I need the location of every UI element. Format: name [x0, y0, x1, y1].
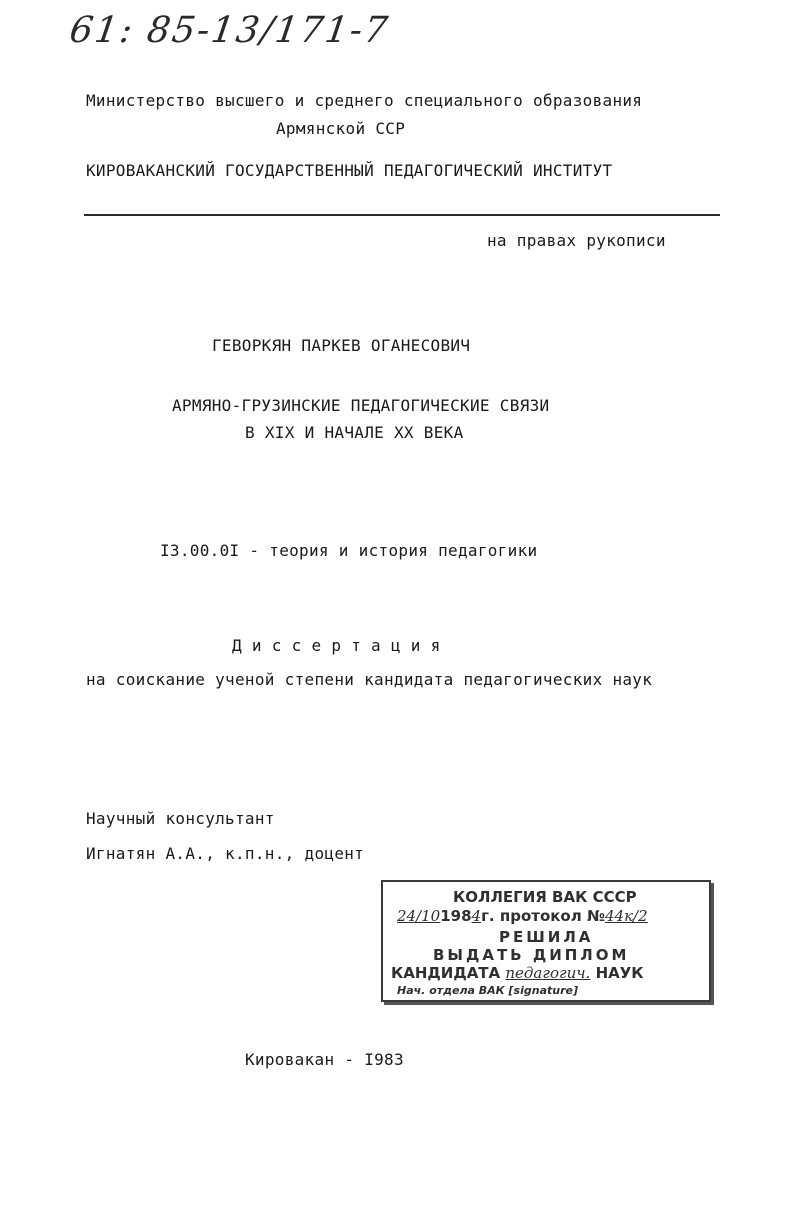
author-name: ГЕВОРКЯН ПАРКЕВ ОГАНЕСОВИЧ: [212, 336, 471, 355]
manuscript-note: на правах рукописи: [487, 231, 666, 250]
stamp-line-5: [391, 964, 644, 982]
document-type: Д и с с е р т а ц и я: [232, 636, 441, 655]
stamp-line-2: [397, 907, 648, 925]
stamp-line-6: [397, 982, 578, 1000]
stamp-protocol: г. протокол №: [481, 907, 605, 925]
stamp-protocol-number-handwritten: 44к/2: [605, 907, 648, 925]
stamp-candidate-label: КАНДИДАТА: [391, 964, 501, 982]
stamp-signature: [signature]: [508, 984, 578, 997]
degree-line: на соискание ученой степени кандидата педагогических наук: [86, 670, 653, 689]
ministry-line-1: Министерство высшего и среднего специального образования: [86, 91, 643, 110]
advisor-name: Игнатян А.А., к.п.н., доцент: [86, 844, 365, 863]
stamp-date-handwritten: 24/10: [397, 907, 441, 925]
dissertation-title-line-1: АРМЯНО-ГРУЗИНСКИЕ ПЕДАГОГИЧЕСКИЕ СВЯЗИ: [172, 396, 550, 415]
stamp-line-1: КОЛЛЕГИЯ ВАК СССР: [453, 888, 637, 906]
vak-approval-stamp: [381, 880, 711, 1002]
stamp-field-handwritten: педагогич.: [505, 964, 591, 982]
header-divider: [84, 214, 720, 216]
institute-name: КИРОВАКАНСКИЙ ГОСУДАРСТВЕННЫЙ ПЕДАГОГИЧЕСКИЙ ИНСТИТУТ: [86, 161, 613, 180]
footer-city-year: Кировакан - I983: [245, 1050, 404, 1069]
archive-number-handwritten: 61: 85-13/171-7: [67, 10, 392, 51]
advisor-label: Научный консультант: [86, 809, 275, 828]
stamp-line-3: РЕШИЛА: [499, 928, 594, 946]
stamp-line-4: ВЫДАТЬ ДИПЛОМ: [433, 946, 630, 964]
stamp-year-handwritten: 4: [471, 907, 482, 925]
stamp-science-label: НАУК: [595, 964, 644, 982]
specialty-code: I3.00.0I - теория и история педагогики: [160, 541, 538, 560]
dissertation-title-line-2: В XIX И НАЧАЛЕ XX ВЕКА: [245, 423, 464, 442]
stamp-head-label: Нач. отдела ВАК: [397, 984, 505, 997]
stamp-year-prefix: 198: [440, 907, 472, 925]
ministry-line-2: Армянской ССР: [276, 119, 406, 138]
